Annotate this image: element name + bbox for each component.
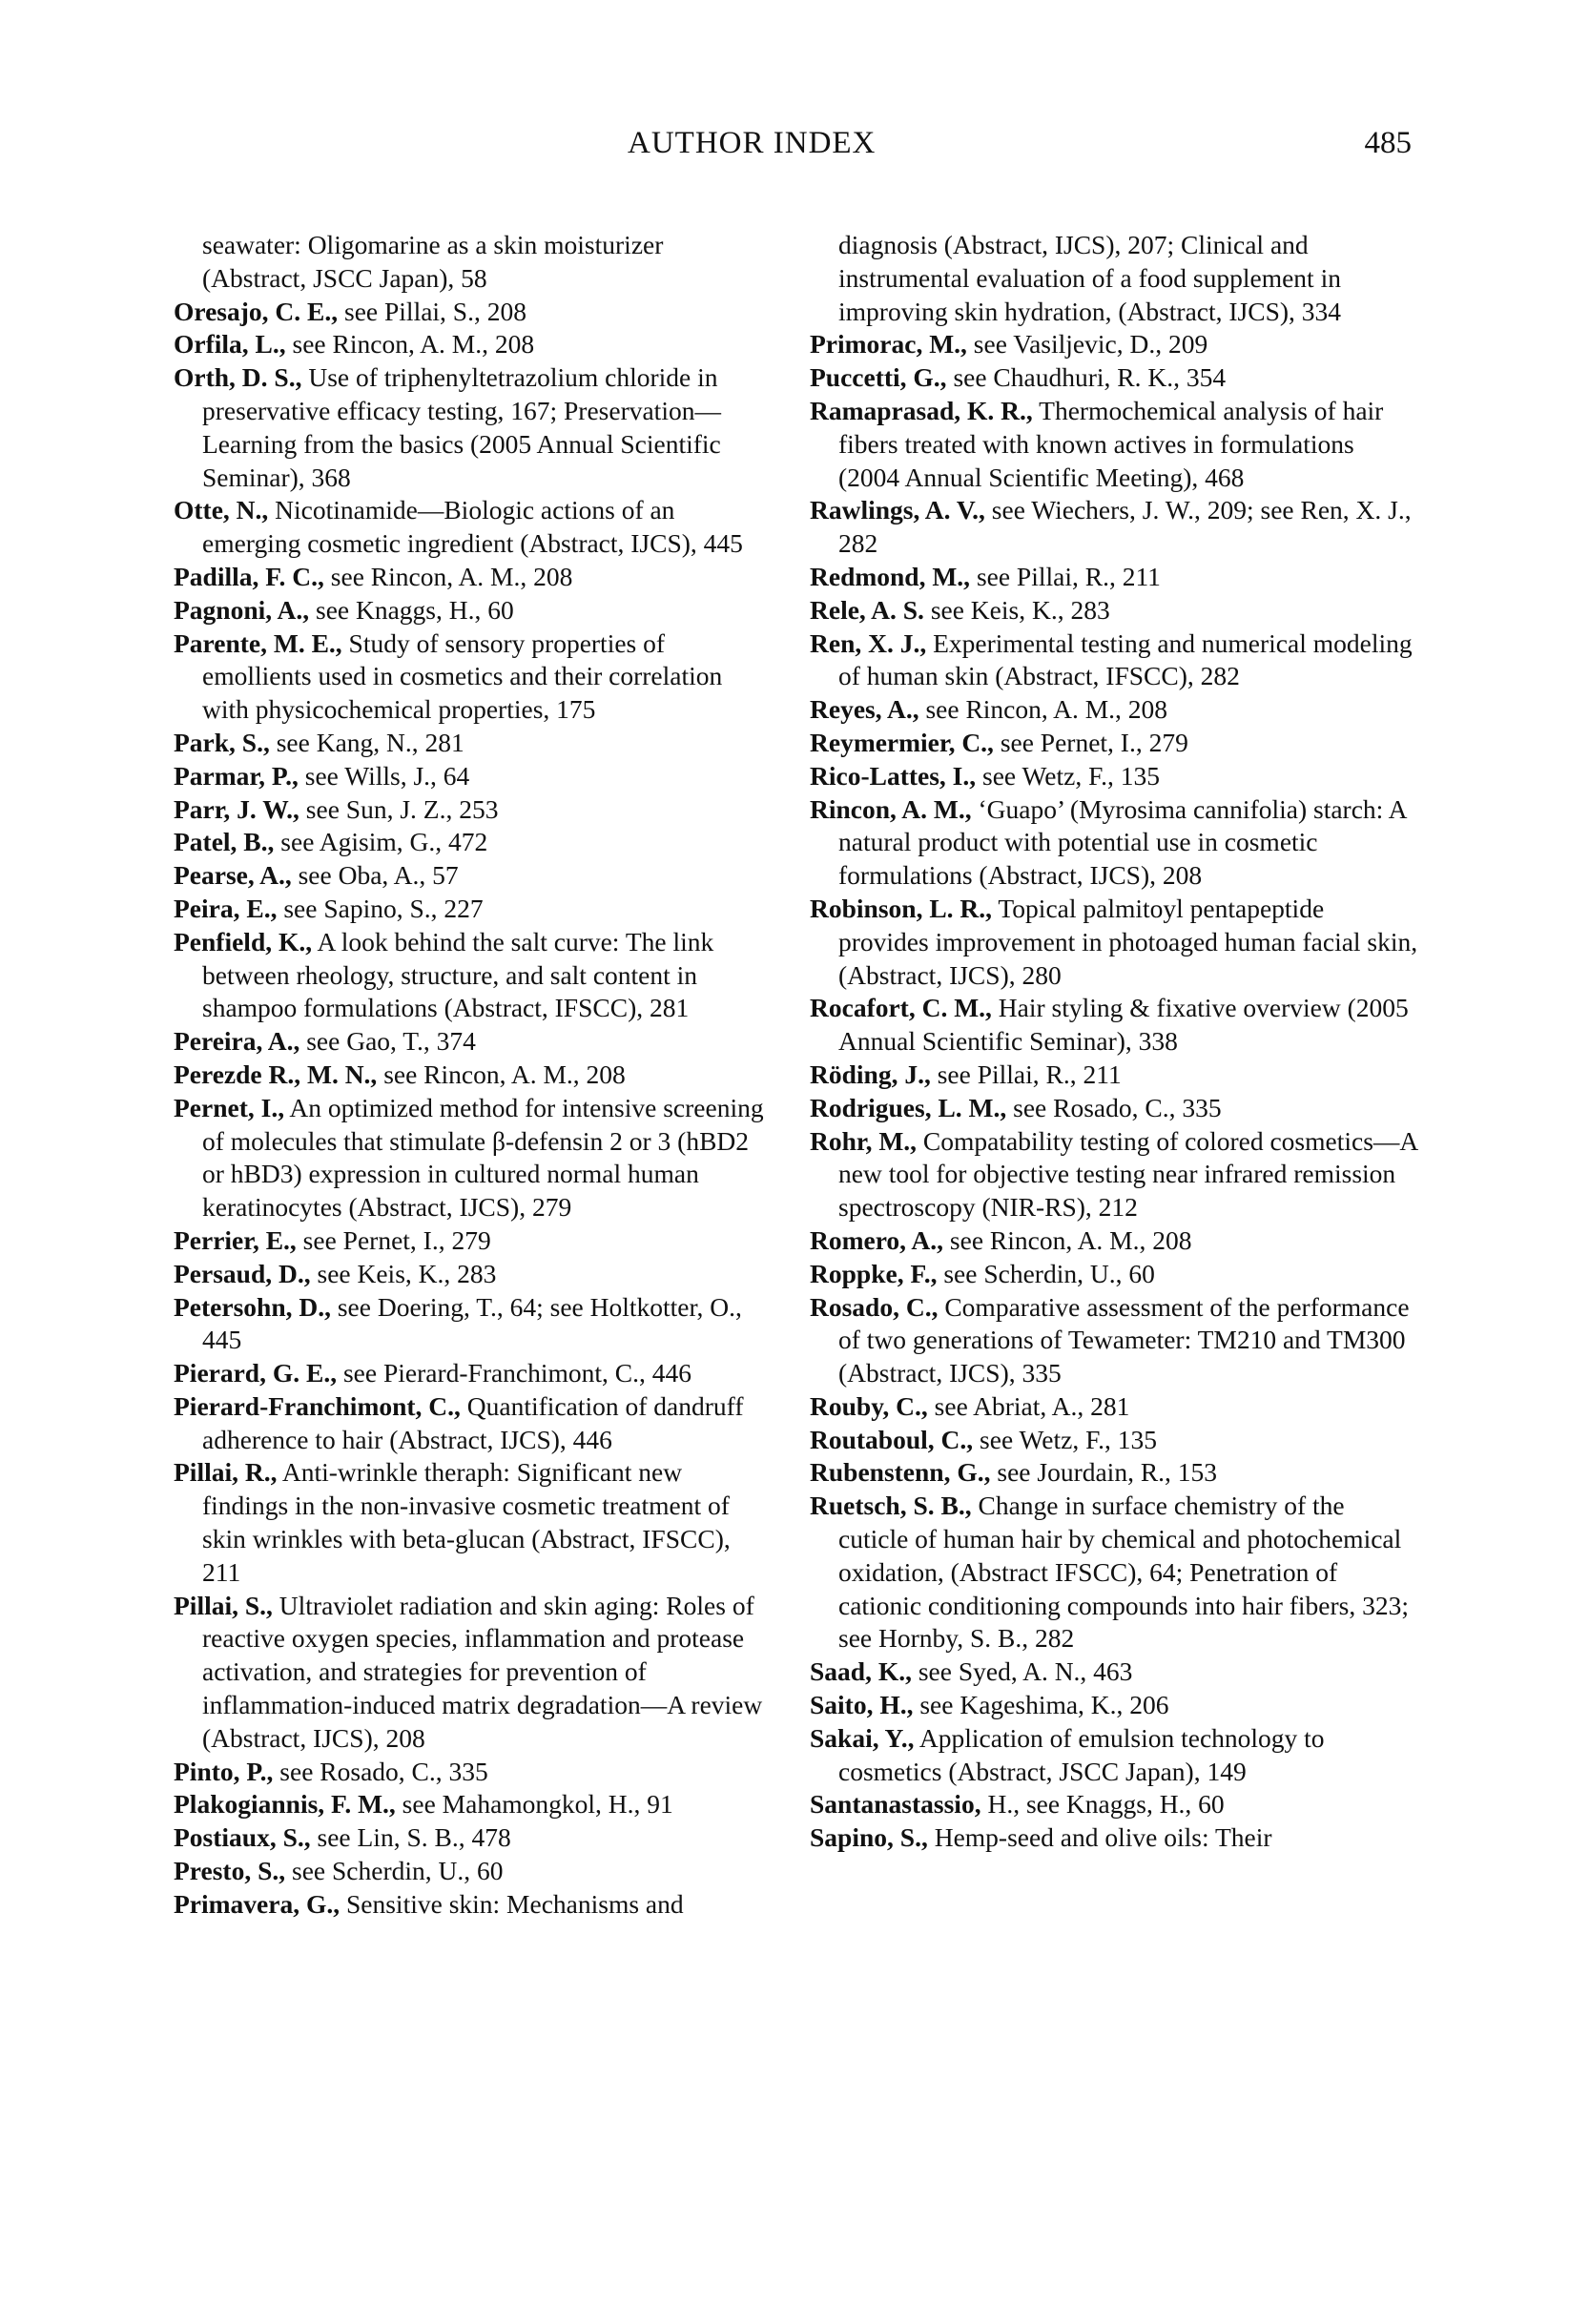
- entry-text: see Doering, T., 64; see Holtkotter, O., 445: [202, 1291, 742, 1355]
- index-entry: [174, 1821, 765, 1855]
- author-name: Robinson, L. R.,: [810, 893, 993, 923]
- index-entry: [810, 361, 1420, 395]
- author-name: Parmar, P.,: [174, 760, 299, 791]
- author-name: Redmond, M.,: [810, 561, 971, 591]
- author-name: Postiaux, S.,: [174, 1822, 311, 1853]
- author-name: Pereira, A.,: [174, 1026, 300, 1057]
- index-entry: [810, 893, 1420, 992]
- index-entry: [810, 229, 1420, 328]
- entry-text: see Sun, J. Z., 253: [299, 793, 499, 824]
- entry-text: see Rincon, A. M., 208: [943, 1224, 1192, 1255]
- author-name: Ramaprasad, K. R.,: [810, 395, 1033, 425]
- entry-text: see Pierard-Franchimont, C., 446: [337, 1358, 692, 1388]
- entry-text: see Scherdin, U., 60: [937, 1258, 1155, 1288]
- author-name: Rohr, M.,: [810, 1125, 918, 1156]
- entry-text: Hair styling & fixative overview (2005 Annual Scientific Seminar), 338: [838, 993, 1409, 1057]
- index-entry: [174, 1258, 765, 1291]
- entry-text: ‘Guapo’ (Myrosima cannifolia) starch: A natural product with potential use in cosmetic formulations (Abstract, IJCS), 208: [838, 793, 1406, 891]
- index-entry: [174, 229, 765, 296]
- index-entry: [810, 1689, 1420, 1722]
- index-entry: [810, 1291, 1420, 1390]
- entry-text: see Wills, J., 64: [298, 760, 470, 791]
- entry-text: Thermochemical analysis of hair fibers treated with known actives in formulations (2004 Annual Scientific Meeting), 468: [838, 395, 1384, 492]
- author-name: Peira, E.,: [174, 893, 278, 923]
- index-entry: [174, 1756, 765, 1789]
- index-entry: [810, 561, 1420, 594]
- entry-text: see Rosado, C., 335: [1006, 1092, 1222, 1122]
- index-entry: [174, 594, 765, 627]
- author-name: Primavera, G.,: [174, 1888, 340, 1919]
- author-name: Ruetsch, S. B.,: [810, 1491, 972, 1521]
- author-name: Pillai, R.,: [174, 1457, 278, 1488]
- entry-text: see Jourdain, R., 153: [990, 1457, 1218, 1488]
- author-name: Santanastassio,: [810, 1789, 981, 1820]
- index-entry: [810, 1821, 1420, 1855]
- index-entry: [810, 1788, 1420, 1821]
- author-name: Penfield, K.,: [174, 926, 313, 956]
- entry-text: see Knaggs, H., 60: [309, 594, 514, 625]
- entry-text: see Agisim, G., 472: [274, 827, 488, 857]
- author-name: Reymermier, C.,: [810, 727, 994, 757]
- index-entry: [174, 926, 765, 1025]
- right-column: [810, 229, 1420, 1855]
- index-entry: [174, 893, 765, 926]
- index-entry: [174, 1224, 765, 1258]
- author-name: Routaboul, C.,: [810, 1424, 974, 1454]
- index-entry: [174, 1855, 765, 1888]
- entry-text: seawater: Oligomarine as a skin moisturizer (Abstract, JSCC Japan), 58: [202, 230, 664, 293]
- index-entry: [174, 1059, 765, 1092]
- author-name: Rincon, A. M.,: [810, 793, 972, 824]
- author-name: Oresajo, C. E.,: [174, 296, 339, 326]
- index-entry: [810, 1258, 1420, 1291]
- author-name: Perrier, E.,: [174, 1224, 297, 1255]
- index-entry: [810, 594, 1420, 627]
- index-entry: [174, 727, 765, 760]
- index-entry: [810, 1092, 1420, 1125]
- author-name: Parr, J. W.,: [174, 793, 299, 824]
- index-entry: [174, 361, 765, 494]
- author-name: Pierard-Franchimont, C.,: [174, 1390, 461, 1421]
- index-entry: [810, 1456, 1420, 1490]
- author-name: Röding, J.,: [810, 1059, 931, 1089]
- entry-text: Nicotinamide—Biologic actions of an emerging cosmetic ingredient (Abstract, IJCS), 445: [202, 495, 743, 559]
- index-entry: [174, 1788, 765, 1821]
- author-name: Petersohn, D.,: [174, 1291, 331, 1322]
- entry-text: see Wetz, F., 135: [976, 760, 1161, 791]
- author-name: Parente, M. E.,: [174, 627, 342, 658]
- index-entry: [810, 1722, 1420, 1789]
- index-entry: [174, 1291, 765, 1358]
- index-entry: [810, 627, 1420, 694]
- index-entry: [810, 494, 1420, 561]
- index-entry: [810, 328, 1420, 361]
- entry-text: Experimental testing and numerical modeling of human skin (Abstract, IFSCC), 282: [838, 627, 1413, 691]
- author-name: Rosado, C.,: [810, 1291, 939, 1322]
- entry-text: see Rincon, A. M., 208: [377, 1059, 626, 1089]
- page-header: [0, 126, 1589, 174]
- entry-text: see Pernet, I., 279: [993, 727, 1188, 757]
- author-name: Saad, K.,: [810, 1656, 912, 1687]
- index-entry: [174, 494, 765, 561]
- index-entry: [810, 1125, 1420, 1224]
- author-name: Otte, N.,: [174, 495, 269, 525]
- author-name: Rouby, C.,: [810, 1390, 928, 1421]
- author-name: Pagnoni, A.,: [174, 594, 310, 625]
- entry-text: Study of sensory properties of emollients used in cosmetics and their correlation with physicochemical properties, 175: [202, 627, 723, 725]
- index-entry: [810, 992, 1420, 1059]
- index-entry: [810, 1059, 1420, 1092]
- index-entry: [810, 693, 1420, 727]
- index-entry: [810, 1224, 1420, 1258]
- author-name: Pearse, A.,: [174, 860, 292, 891]
- entry-text: Change in surface chemistry of the cuticle of human hair by chemical and photochemical oxidation, (Abstract IFSCC), 64; Penetration of cationic conditioning compounds into hair fibers, 323; see Hornby, S. B., 282: [838, 1491, 1410, 1654]
- author-name: Presto, S.,: [174, 1856, 286, 1886]
- author-name: Pierard, G. E.,: [174, 1358, 338, 1388]
- entry-text: Ultraviolet radiation and skin aging: Roles of reactive oxygen species, inflammation and protease activation, and strategies for prevention of inflammation-induced matrix degradation—A review (Abstract, IJCS), 208: [202, 1590, 763, 1753]
- author-name: Primorac, M.,: [810, 329, 967, 360]
- index-entry: [810, 793, 1420, 893]
- author-name: Orfila, L.,: [174, 329, 286, 360]
- index-entry: [174, 1888, 765, 1922]
- author-name: Reyes, A.,: [810, 694, 919, 725]
- author-name: Rawlings, A. V.,: [810, 495, 985, 525]
- entry-text: see Rincon, A. M., 208: [285, 329, 535, 360]
- author-name: Romero, A.,: [810, 1224, 944, 1255]
- entry-text: diagnosis (Abstract, IJCS), 207; Clinical and instrumental evaluation of a food supplement in improving skin hydration, (Abstract, IJCS), 334: [838, 230, 1342, 326]
- index-entry: [174, 859, 765, 893]
- entry-text: see Rincon, A. M., 208: [918, 694, 1168, 725]
- entry-text: see Wiechers, J. W., 209; see Ren, X. J., 282: [838, 495, 1412, 559]
- index-entry: [810, 395, 1420, 494]
- index-entry: [174, 760, 765, 793]
- entry-text: Compatability testing of colored cosmetics—A new tool for objective testing near infrared remission spectroscopy (NIR-RS), 212: [838, 1125, 1417, 1223]
- index-entry: [174, 328, 765, 361]
- index-entry: [174, 1456, 765, 1589]
- index-entry: [174, 627, 765, 727]
- running-title: AUTHOR INDEX: [628, 126, 877, 160]
- left-column: [174, 229, 765, 1922]
- entry-text: see Mahamongkol, H., 91: [395, 1789, 673, 1820]
- author-name: Patel, B.,: [174, 827, 275, 857]
- author-name: Pillai, S.,: [174, 1590, 273, 1620]
- index-entry: [174, 1390, 765, 1457]
- entry-text: see Wetz, F., 135: [973, 1424, 1158, 1454]
- entry-text: see Sapino, S., 227: [277, 893, 484, 923]
- entry-text: see Chaudhuri, R. K., 354: [946, 362, 1227, 393]
- entry-text: Anti-wrinkle theraph: Significant new findings in the non-invasive cosmetic treatment of skin wrinkles with beta-glucan (Abstract, IFSCC), 211: [202, 1457, 731, 1587]
- entry-text: see Abriat, A., 281: [927, 1390, 1130, 1421]
- index-entry: [810, 1390, 1420, 1424]
- author-name: Perezde R., M. N.,: [174, 1059, 378, 1089]
- index-entry: [174, 296, 765, 329]
- entry-text: see Oba, A., 57: [291, 860, 459, 891]
- entry-text: see Syed, A. N., 463: [911, 1656, 1133, 1687]
- entry-text: see Lin, S. B., 478: [310, 1822, 511, 1853]
- entry-text: see Rosado, C., 335: [273, 1756, 488, 1786]
- entry-text: see Pillai, S., 208: [338, 296, 526, 326]
- entry-text: Comparative assessment of the performance of two generations of Tewameter: TM210 and TM300 (Abstract, IJCS), 335: [838, 1291, 1410, 1388]
- index-entry: [810, 760, 1420, 793]
- entry-text: see Gao, T., 374: [299, 1026, 476, 1057]
- entry-text: see Rincon, A. M., 208: [323, 561, 573, 591]
- entry-text: see Kageshima, K., 206: [913, 1690, 1169, 1720]
- author-name: Plakogiannis, F. M.,: [174, 1789, 396, 1820]
- index-entry: [174, 1092, 765, 1224]
- entry-text: see Keis, K., 283: [310, 1258, 497, 1288]
- author-name: Saito, H.,: [810, 1690, 914, 1720]
- author-name: Rodrigues, L. M.,: [810, 1092, 1007, 1122]
- author-name: Roppke, F.,: [810, 1258, 938, 1288]
- author-name: Park, S.,: [174, 727, 270, 757]
- entry-text: see Scherdin, U., 60: [285, 1856, 504, 1886]
- index-entry: [810, 727, 1420, 760]
- entry-text: Quantification of dandruff adherence to hair (Abstract, IJCS), 446: [202, 1390, 744, 1454]
- entry-text: see Pillai, R., 211: [970, 561, 1161, 591]
- author-name: Rocafort, C. M.,: [810, 993, 992, 1023]
- index-entry: [174, 1357, 765, 1390]
- author-name: Rubenstenn, G.,: [810, 1457, 991, 1488]
- index-entry: [174, 1025, 765, 1059]
- index-entry: [174, 826, 765, 859]
- author-name: Puccetti, G.,: [810, 362, 947, 393]
- entry-text: Topical palmitoyl pentapeptide provides improvement in photoaged human facial skin, (Abstract, IJCS), 280: [838, 893, 1418, 990]
- author-name: Sakai, Y.,: [810, 1722, 915, 1753]
- author-name: Pinto, P.,: [174, 1756, 274, 1786]
- author-name: Sapino, S.,: [810, 1822, 928, 1853]
- author-name: Orth, D. S.,: [174, 362, 302, 393]
- index-entry: [174, 793, 765, 827]
- entry-text: Use of triphenyltetrazolium chloride in preservative efficacy testing, 167; Preservation—Learning from the basics (2005 Annual Scientific Seminar), 368: [202, 362, 721, 492]
- index-entry: [810, 1490, 1420, 1656]
- index-entry: [810, 1656, 1420, 1689]
- author-name: Persaud, D.,: [174, 1258, 311, 1288]
- author-name: Padilla, F. C.,: [174, 561, 324, 591]
- entry-text: see Keis, K., 283: [923, 594, 1110, 625]
- index-entry: [810, 1424, 1420, 1457]
- author-name: Rele, A. S.: [810, 594, 924, 625]
- entry-text: A look behind the salt curve: The link between rheology, structure, and salt content in shampoo formulations (Abstract, IFSCC), 281: [202, 926, 714, 1023]
- entry-text: see Pillai, R., 211: [930, 1059, 1122, 1089]
- entry-text: Sensitive skin: Mechanisms and: [340, 1888, 684, 1919]
- entry-text: Hemp-seed and olive oils: Their: [927, 1822, 1272, 1853]
- author-name: Pernet, I.,: [174, 1092, 285, 1122]
- author-name: Rico-Lattes, I.,: [810, 760, 977, 791]
- entry-text: see Vasiljevic, D., 209: [966, 329, 1208, 360]
- author-name: Ren, X. J.,: [810, 627, 927, 658]
- entry-text: An optimized method for intensive screening of molecules that stimulate β-defensin 2 or 3 (hBD2 or hBD3) expression in cultured normal human keratinocytes (Abstract, IJCS), 279: [202, 1092, 764, 1223]
- index-entry: [174, 1590, 765, 1756]
- entry-text: see Kang, N., 281: [269, 727, 464, 757]
- index-entry: [174, 561, 765, 594]
- entry-text: H., see Knaggs, H., 60: [980, 1789, 1225, 1820]
- entry-text: see Pernet, I., 279: [296, 1224, 491, 1255]
- entry-text: Application of emulsion technology to cosmetics (Abstract, JSCC Japan), 149: [838, 1722, 1325, 1786]
- page-number: 485: [1364, 126, 1412, 160]
